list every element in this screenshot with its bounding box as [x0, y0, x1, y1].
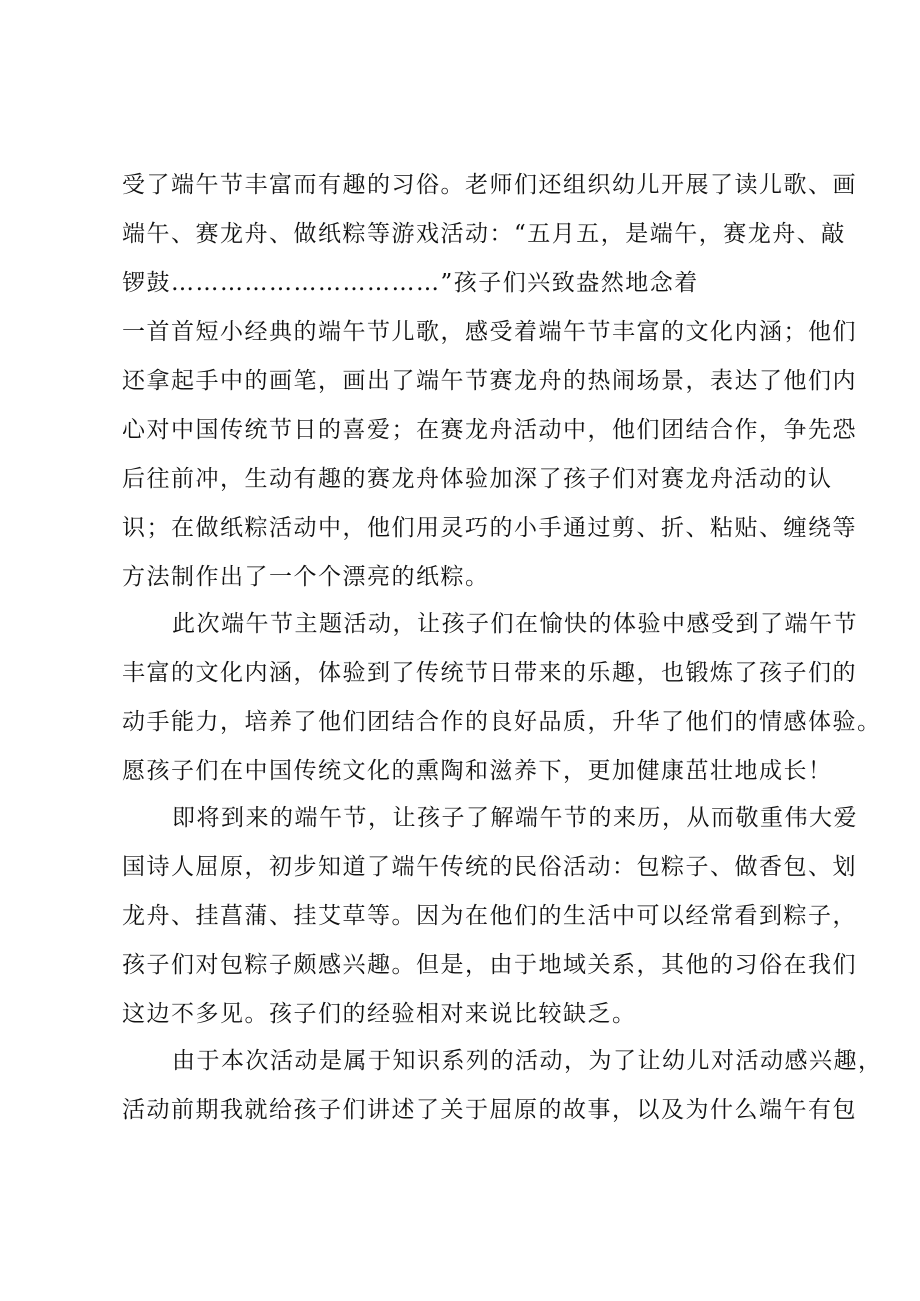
text-line: 锣鼓……………………………”孩子们兴致盎然地念着	[122, 270, 699, 296]
text-line: 受了端午节丰富而有趣的习俗。老师们还组织幼儿开展了读儿歌、画	[122, 172, 857, 198]
text-line: 方法制作出了一个个漂亮的纸粽。	[122, 564, 490, 590]
paragraph-first-line: 即将到来的端午节，让孩子了解端午节的来历，从而敬重伟大爱	[172, 805, 858, 831]
text-line: 活动前期我就给孩子们讲述了关于屈原的故事，以及为什么端午有包	[122, 1097, 857, 1123]
text-line: 孩子们对包粽子颇感兴趣。但是，由于地域关系，其他的习俗在我们	[122, 952, 857, 978]
text-line: 一首首短小经典的端午节儿歌，感受着端午节丰富的文化内涵；他们	[122, 319, 857, 345]
text-line: 心对中国传统节日的喜爱；在赛龙舟活动中，他们团结合作，争先恐	[122, 417, 857, 443]
paragraph-first-line: 由于本次活动是属于知识系列的活动，为了让幼儿对活动感兴趣，	[172, 1048, 883, 1074]
text-line: 愿孩子们在中国传统文化的熏陶和滋养下，更加健康茁壮地成长！	[122, 758, 833, 784]
text-line: 识；在做纸粽活动中，他们用灵巧的小手通过剪、折、粘贴、缠绕等	[122, 515, 857, 541]
text-line: 龙舟、挂菖蒲、挂艾草等。因为在他们的生活中可以经常看到粽子，	[122, 903, 857, 929]
text-line: 动手能力，培养了他们团结合作的良好品质，升华了他们的情感体验。	[122, 709, 882, 735]
text-line: 丰富的文化内涵，体验到了传统节日带来的乐趣，也锻炼了孩子们的	[122, 660, 857, 686]
text-line: 国诗人屈原，初步知道了端午传统的民俗活动：包粽子、做香包、划	[122, 854, 857, 880]
text-line: 端午、赛龙舟、做纸粽等游戏活动：“五月五，是端午，赛龙舟、敲	[122, 221, 846, 247]
text-line: 还拿起手中的画笔，画出了端午节赛龙舟的热闹场景，表达了他们内	[122, 368, 857, 394]
text-line: 这边不多见。孩子们的经验相对来说比较缺乏。	[122, 1001, 637, 1027]
text-line: 后往前冲，生动有趣的赛龙舟体验加深了孩子们对赛龙舟活动的认	[122, 466, 833, 492]
paragraph-first-line: 此次端午节主题活动，让孩子们在愉快的体验中感受到了端午节	[172, 611, 858, 637]
